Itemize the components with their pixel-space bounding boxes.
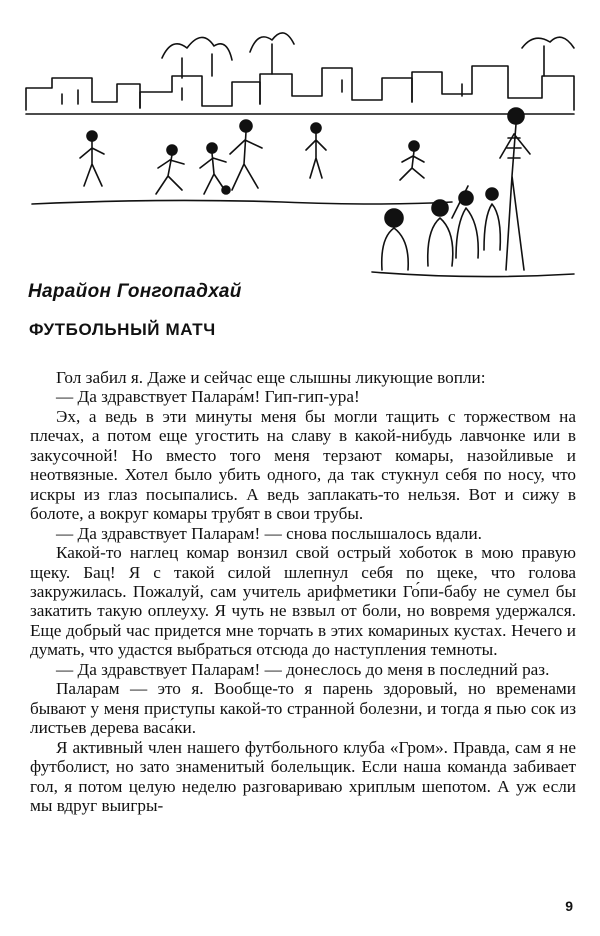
ground-line (32, 200, 452, 204)
player-figure (156, 145, 184, 194)
paragraph: Какой-то наглец комар вонзил свой острый хоботок в мою правую щеку. Бац! Я с такой силой шлепнул себя по щеке, что голова закружилась. Пожалуй, сам учитель арифметики Го́пи-бабу не сумел бы закатить такую оплеуху. Я чуть не взвыл от боли, но вовремя удержался. Еще добрый час придется мне торчать в этих комариных кустах. Нечего и думать, что удастся выбраться отсюда до наступления темноты. (30, 543, 576, 660)
standing-spectator (500, 108, 530, 270)
spectators-group (382, 186, 501, 270)
paragraph: — Да здравствует Паларам! — снова послышалось вдали. (56, 523, 482, 543)
football-ball (222, 186, 230, 194)
story-body (30, 368, 576, 815)
paragraph: — Да здравствует Палара́м! Гип-гип-ура! (56, 387, 360, 407)
page-number: 9 (565, 898, 573, 914)
paragraph: Паларам — это я. Вообще-то я парень здоровый, но временами бывают у меня приступы какой-то странной болезни, и тогда я пью сок из листьев дерева васа́ки. (30, 679, 576, 738)
player-figure (230, 120, 262, 190)
player-figure (200, 143, 226, 194)
player-figure (80, 131, 104, 186)
player-figure (400, 141, 424, 180)
paragraph: Я активный член нашего футбольного клуба «Гром». Правда, сам я не футболист, но зато знаменитый болельщик. Если наша команда забивает гол, я потом целую неделю разговариваю хриплым шепотом. А уж если мы вдруг выигры- (30, 737, 576, 815)
player-figure (306, 123, 326, 178)
skyline-buildings (26, 33, 574, 114)
story-title: ФУТБОЛЬНЫЙ МАТЧ (29, 320, 216, 339)
paragraph: — Да здравствует Паларам! — донеслось до меня в последний раз. (56, 659, 550, 679)
football-match-illustration (22, 18, 578, 288)
paragraph: Гол забил я. Даже и сейчас еще слышны ликующие вопли: (56, 368, 486, 387)
paragraph: Эх, а ведь в эти минуты меня бы могли тащить с торжеством на плечах, а потом еще угостить на славу в какой-нибудь лавчонке или в закусочной! Но вместо того меня терзают комары, назойливые и неотвязные. Хотел было убить одного, да так стукнул себя по носу, что искры из глаз посыпались. А ведь заплакать-то нельзя. Вот и сижу в болоте, а вокруг комары трубят в свои трубы. (30, 406, 576, 524)
author-name: Нарайон Гонгопадхай (28, 281, 242, 302)
